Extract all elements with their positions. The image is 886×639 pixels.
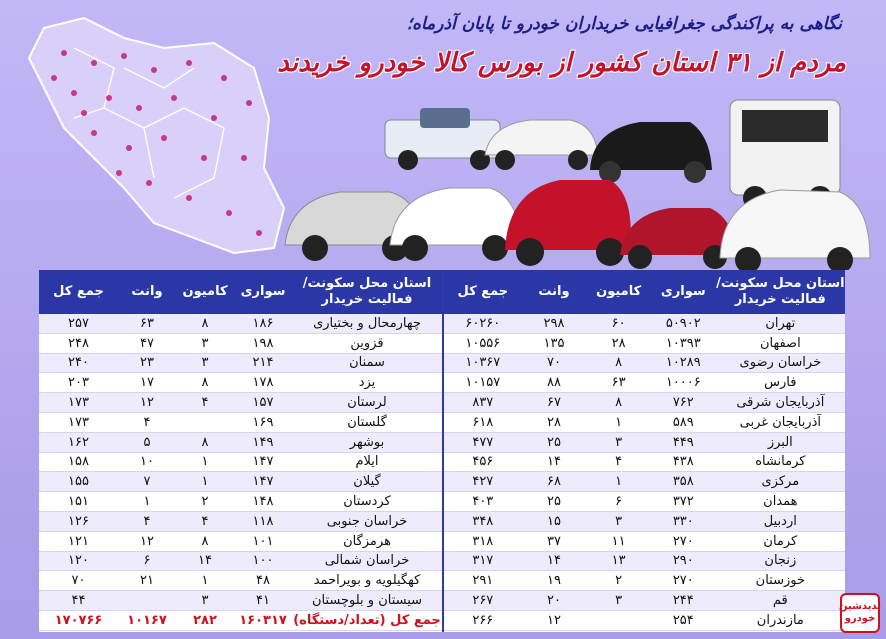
table-total-row (39, 611, 442, 631)
province-cell: گلستان (347, 414, 387, 430)
province-cell: اصفهان (759, 335, 801, 351)
table-row (39, 413, 442, 433)
table-body-left (39, 314, 442, 631)
table-row (444, 413, 845, 433)
truck-cell: ۱ (615, 474, 623, 490)
truck-cell: ۴ (201, 513, 209, 529)
van-cell: ۶۷ (546, 395, 561, 411)
truck-cell: ۱۱ (611, 533, 626, 549)
van-cell: ۲۸ (546, 414, 561, 430)
truck-cell: ۱ (201, 573, 209, 589)
van-cell: ۲۵ (546, 434, 561, 450)
province-cell: کردستان (343, 494, 391, 510)
table-left-half (39, 270, 442, 632)
white-hatchback-icon (390, 188, 520, 261)
truck-cell: ۱ (201, 454, 209, 470)
van-cell: ۳۷ (546, 533, 561, 549)
table-row (39, 552, 442, 572)
truck-cell: ۶۰ (611, 315, 626, 331)
truck-cell: ۳ (615, 593, 623, 609)
total-cell: ۱۶۲ (68, 434, 89, 450)
van-cell: ۱۴ (546, 553, 561, 569)
total-cell: ۱۷۳ (68, 414, 89, 430)
table-row (444, 512, 845, 532)
sedan-cell: ۱۰۲۸۹ (665, 355, 701, 371)
total-cell: ۱۲۰ (68, 553, 89, 569)
province-cell: فارس (764, 375, 797, 391)
sedan-cell: ۳۵۸ (672, 474, 694, 490)
truck-cell: ۶ (615, 494, 623, 510)
van-cell: ۱۴ (546, 454, 561, 470)
sedan-cell: ۱۸۶ (252, 315, 274, 331)
province-cell: کرمانشاه (755, 454, 806, 470)
total-cell: ۳۱۸ (472, 533, 494, 549)
truck-cell: ۱۳ (611, 553, 626, 569)
sedan-cell: ۱۹۸ (252, 335, 274, 351)
table-header-left (39, 270, 442, 314)
total-cell: ۱۵۸ (68, 454, 89, 470)
sedan-cell: ۱۴۷ (252, 454, 274, 470)
table-row (39, 492, 442, 512)
total-cell: ۲۶۶ (472, 612, 494, 628)
table-row (444, 314, 845, 334)
sedan-cell: ۲۷۰ (672, 533, 694, 549)
iran-map-illustration (14, 8, 294, 263)
truck-cell: ۲ (201, 494, 209, 510)
total-cell: ۱۲۱ (68, 533, 89, 549)
table-row (444, 532, 845, 552)
sedan-cell: ۷۶۲ (672, 395, 694, 411)
sedan-cell: ۲۴۴ (672, 593, 694, 609)
province-cell: کهگیلویه و بویراحمد (313, 573, 421, 589)
black-suv-icon (590, 122, 712, 183)
province-cell: خوزستان (755, 573, 805, 589)
truck-cell: ۴ (201, 395, 209, 411)
truck-cell (176, 413, 234, 432)
table-row (39, 373, 442, 393)
van-cell: ۱ (143, 494, 151, 510)
van-cell: ۱۲ (140, 533, 154, 549)
truck-cell: ۸ (615, 355, 623, 371)
sedan-cell: ۱۰۳۹۳ (665, 335, 701, 351)
col-van: وانت (131, 284, 163, 299)
van-cell: ۲۳ (140, 355, 154, 371)
truck-total: ۲۸۲ (193, 612, 217, 628)
van-cell: ۴ (143, 414, 151, 430)
truck-cell: ۳ (615, 434, 623, 450)
province-cell: همدان (763, 494, 798, 510)
province-cell: سیستان و بلوچستان (311, 593, 423, 609)
sedan-cell: ۴۸ (256, 573, 270, 589)
total-cell: ۴۴ (71, 593, 86, 609)
brand-logo (840, 593, 880, 633)
province-cell: خراسان شمالی (324, 553, 410, 569)
total-cell: ۲۹۱ (472, 573, 494, 589)
table-row (444, 393, 845, 413)
van-cell: ۸۸ (546, 375, 561, 391)
province-cell: هرمزگان (343, 533, 391, 549)
truck-cell: ۸ (201, 375, 209, 391)
total-cell: ۸۳۷ (472, 395, 494, 411)
total-cell: ۶۰۲۶۰ (465, 315, 501, 331)
table-row (39, 433, 442, 453)
table-row (444, 571, 845, 591)
province-cell: یزد (358, 375, 376, 391)
van-cell: ۱۵ (546, 513, 561, 529)
province-cell: مرکزی (761, 474, 800, 490)
total-cell: ۱۵۵ (68, 474, 89, 490)
total-cell: ۲۵۷ (68, 315, 89, 331)
table-row (444, 373, 845, 393)
table-row (39, 393, 442, 413)
truck-cell: ۸ (201, 434, 209, 450)
province-cell: زنجان (764, 553, 797, 569)
col-total: جمع کل (457, 284, 509, 299)
total-cell: ۲۴۰ (68, 355, 89, 371)
truck-cell: ۳ (201, 335, 209, 351)
truck-cell: ۸ (201, 533, 209, 549)
col-van: وانت (538, 284, 570, 299)
table-header-right (444, 270, 845, 314)
table-row (444, 433, 845, 453)
table-row (39, 334, 442, 354)
total-cell: ۷۰ (71, 573, 86, 589)
sedan-cell: ۴۳۸ (672, 454, 694, 470)
total-label: جمع کل (تعداد/دستگاه) (293, 612, 441, 628)
van-cell: ۶ (143, 553, 151, 569)
province-cell: آذربایجان شرقی (736, 395, 825, 411)
province-cell: مازندران (756, 612, 804, 628)
table-row (444, 552, 845, 572)
subtitle: نگاهی به پراکندگی جغرافیایی خریداران خودرو تا پایان آذرماه؛ (406, 14, 842, 34)
col-truck: کامیون (182, 284, 228, 299)
sedan-cell: ۱۱۸ (252, 513, 274, 529)
sedan-cell: ۴۱ (256, 593, 270, 609)
sedan-cell: ۱۵۷ (252, 395, 274, 411)
table-row (39, 512, 442, 532)
province-cell: کرمان (763, 533, 798, 549)
truck-cell: ۳ (201, 355, 209, 371)
red-suv-icon (505, 180, 631, 266)
logo-line-1: پدیدشین (839, 601, 881, 612)
sedan-cell: ۳۳۰ (672, 513, 694, 529)
sedan-cell: ۵۰۹۰۲ (665, 315, 701, 331)
truck-cell: ۳ (615, 513, 623, 529)
table-row (39, 571, 442, 591)
sedan-cell: ۵۸۹ (672, 414, 694, 430)
sedan-cell: ۱۰۰ (252, 553, 274, 569)
col-sedan: سواری (660, 284, 706, 299)
truck-cell: ۳ (201, 593, 209, 609)
truck-cell (586, 611, 651, 630)
sedan-cell: ۱۰۰۰۶ (665, 375, 701, 391)
van-cell: ۱۹ (546, 573, 561, 589)
total-cell: ۲۰۳ (68, 375, 89, 391)
table-row (444, 472, 845, 492)
table-body-right (444, 314, 845, 631)
van-cell: ۵ (143, 434, 151, 450)
province-cell: البرز (767, 434, 793, 450)
white-sedan-icon (485, 120, 598, 170)
province-cell: تهران (765, 315, 796, 331)
province-cell: اردبیل (763, 513, 797, 529)
table-row (39, 314, 442, 334)
sedan-cell: ۱۶۹ (252, 414, 274, 430)
sedan-cell: ۲۹۰ (672, 553, 694, 569)
logo-line-2: خودرو (844, 613, 876, 624)
total-cell: ۱۵۱ (68, 494, 89, 510)
province-cell: چهارمحال و بختیاری (313, 315, 421, 331)
truck-cell: ۱ (615, 414, 623, 430)
sedan-cell: ۱۴۷ (252, 474, 274, 490)
col-sedan: سواری (240, 284, 286, 299)
sedan-total: ۱۶۰۳۱۷ (239, 612, 287, 628)
van-cell (118, 591, 176, 610)
buyers-table (39, 270, 845, 632)
total-cell: ۴۵۶ (472, 454, 494, 470)
truck-cell: ۱ (201, 474, 209, 490)
sedan-cell: ۱۴۸ (252, 494, 274, 510)
province-cell: بوشهر (349, 434, 385, 450)
sedan-cell: ۱۷۸ (252, 375, 274, 391)
table-row (444, 354, 845, 374)
truck-cell: ۲۸ (611, 335, 626, 351)
van-cell: ۲۰ (546, 593, 561, 609)
col-province: استان محل سکونت/فعالیت خریدار (716, 276, 845, 307)
sedan-cell: ۱۴۹ (252, 434, 274, 450)
province-cell: لرستان (347, 395, 387, 411)
truck-cell: ۸ (615, 395, 623, 411)
province-cell: خراسان رضوی (739, 355, 822, 371)
province-cell: خراسان جنوبی (326, 513, 408, 529)
total-cell: ۲۴۸ (68, 335, 89, 351)
van-cell: ۲۱ (140, 573, 154, 589)
van-cell: ۲۹۸ (543, 315, 565, 331)
white-suv-icon (720, 190, 870, 270)
van-cell: ۱۳۵ (543, 335, 565, 351)
van-cell: ۱۷ (140, 375, 154, 391)
van-cell: ۶۳ (140, 315, 154, 331)
truck-cell: ۴ (615, 454, 623, 470)
province-cell: گیلان (353, 474, 381, 490)
table-row (39, 453, 442, 473)
total-cell: ۱۷۳ (68, 395, 89, 411)
table-row (39, 354, 442, 374)
sedan-cell: ۳۷۲ (672, 494, 694, 510)
sedan-cell: ۲۱۴ (252, 355, 274, 371)
table-row (444, 611, 845, 631)
sedan-cell: ۱۰۱ (252, 533, 274, 549)
total-cell: ۲۶۷ (472, 593, 494, 609)
grand-total: ۱۷۰۷۶۶ (54, 612, 103, 628)
total-cell: ۱۰۵۵۶ (465, 335, 501, 351)
cars-illustration (280, 80, 880, 270)
total-cell: ۳۴۸ (472, 513, 494, 529)
van-total: ۱۰۱۶۷ (127, 612, 167, 628)
table-row (39, 472, 442, 492)
province-cell: قم (772, 593, 788, 609)
province-cell: ایلام (355, 454, 379, 470)
total-cell: ۳۱۷ (472, 553, 494, 569)
van-cell: ۷ (143, 474, 151, 490)
total-cell: ۴۲۷ (472, 474, 494, 490)
truck-cell: ۶۳ (611, 375, 626, 391)
van-cell: ۱۲ (140, 395, 154, 411)
col-province: استان محل سکونت/فعالیت خریدار (302, 276, 432, 307)
table-row (444, 453, 845, 473)
table-row (39, 532, 442, 552)
total-cell: ۶۱۸ (472, 414, 494, 430)
total-cell: ۱۰۳۶۷ (465, 355, 501, 371)
truck-cell: ۸ (201, 315, 209, 331)
sedan-cell: ۲۵۴ (672, 612, 694, 628)
sedan-cell: ۲۷۰ (672, 573, 694, 589)
page-title: مردم از ۳۱ استان کشور از بورس کالا خودرو خریدند (277, 48, 846, 78)
table-right-half (442, 270, 845, 632)
col-total: جمع کل (53, 284, 104, 299)
sedan-cell: ۴۴۹ (672, 434, 694, 450)
truck-cell: ۱۴ (198, 553, 212, 569)
col-truck: کامیون (596, 284, 642, 299)
pickup-car-icon (385, 108, 500, 170)
van-cell: ۴ (143, 513, 151, 529)
red-sedan-icon (620, 208, 735, 269)
total-cell: ۱۲۶ (68, 513, 89, 529)
table-row (444, 492, 845, 512)
van-cell: ۲۵ (546, 494, 561, 510)
van-cell: ۱۰ (140, 454, 154, 470)
total-cell: ۱۰۱۵۷ (465, 375, 501, 391)
truck-cell: ۲ (615, 573, 623, 589)
province-cell: قزوین (350, 335, 384, 351)
total-cell: ۴۷۷ (472, 434, 494, 450)
table-row (444, 591, 845, 611)
province-cell: سمنان (349, 355, 385, 371)
van-cell: ۶۸ (546, 474, 561, 490)
table-row (39, 591, 442, 611)
van-cell: ۷۰ (546, 355, 561, 371)
province-cell: آذربایجان غربی (739, 414, 821, 430)
van-cell: ۴۷ (140, 335, 154, 351)
total-cell: ۴۰۳ (472, 494, 494, 510)
van-cell: ۱۲ (546, 612, 561, 628)
table-row (444, 334, 845, 354)
